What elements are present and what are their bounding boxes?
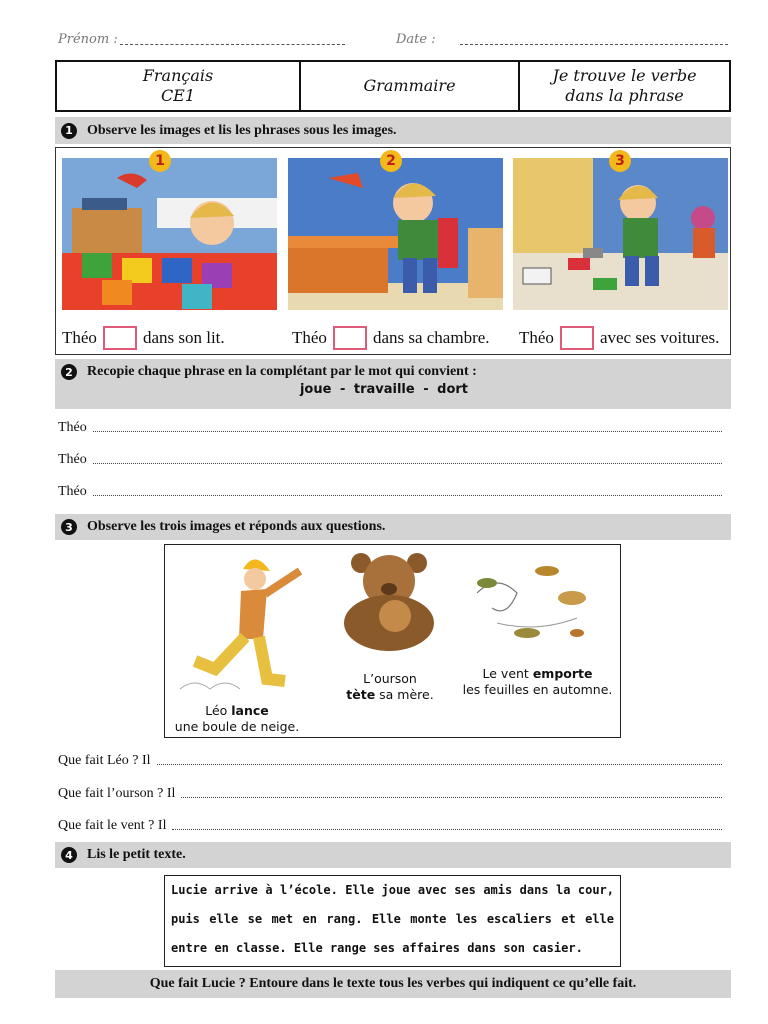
sentence-2-answer-box[interactable]	[333, 326, 367, 350]
sentence-2-end: dans sa chambre.	[372, 328, 490, 347]
header-table	[55, 60, 731, 112]
exercise-1-instruction	[55, 117, 731, 144]
answer-line-1[interactable]	[58, 418, 726, 436]
answer-line-3[interactable]	[58, 482, 726, 500]
date-field[interactable]	[460, 44, 728, 45]
exercise-4-final-instruction	[55, 970, 731, 998]
picture-1-badge: 1	[149, 150, 171, 172]
answer-line-3-field[interactable]	[93, 495, 722, 496]
exercise-2-text: Recopie chaque phrase en la complétant par le mot qui convient :	[87, 364, 477, 379]
exercise-3-number: 3	[61, 519, 77, 535]
question-vent[interactable]	[58, 816, 726, 834]
prenom-field[interactable]	[120, 44, 345, 45]
answer-line-1-label: Théo	[58, 420, 87, 435]
lesson-title-line1: Je trouve le verbe	[552, 66, 697, 85]
exercise-3-instruction	[55, 514, 731, 540]
ourson-caption-end: sa mère.	[375, 687, 434, 702]
question-vent-label: Que fait le vent ? Il	[58, 818, 167, 833]
reading-text-line-2: puis elle se met en rang. Elle monte les escaliers et elle	[171, 912, 614, 926]
question-ourson-label: Que fait l’ourson ? Il	[58, 786, 176, 801]
exercise-1-number: 1	[61, 123, 77, 139]
ourson-caption-subject: L’ourson	[363, 671, 417, 686]
wind-leaves-illustration	[457, 563, 607, 653]
reading-text-line-3: entre en classe. Elle range ses affaires dans son casier.	[171, 941, 583, 955]
reading-text	[164, 875, 621, 967]
level-label: CE1	[160, 86, 196, 105]
reading-text-line-1: Lucie arrive à l’école. Elle joue avec ses amis dans la cour,	[171, 883, 614, 897]
picture-3-badge: 3	[609, 150, 631, 172]
sentence-3-answer-box[interactable]	[560, 326, 594, 350]
sentence-3	[519, 326, 719, 350]
name-date-line	[58, 32, 738, 54]
vent-caption	[455, 666, 620, 698]
prenom-label: Prénom :	[58, 32, 118, 47]
leo-snowball-illustration	[175, 549, 305, 699]
picture-2-badge: 2	[380, 150, 402, 172]
question-ourson-field[interactable]	[181, 797, 722, 798]
vent-caption-subject: Le vent	[482, 666, 533, 681]
exercise-4-final-text: Que fait Lucie ? Entoure dans le texte tous les verbes qui indiquent ce qu’elle fait.	[149, 976, 637, 991]
bear-cub-illustration	[339, 551, 444, 651]
vent-caption-end: les feuilles en automne.	[462, 682, 613, 697]
sentence-1-end: dans son lit.	[142, 328, 225, 347]
answer-line-3-label: Théo	[58, 484, 87, 499]
question-leo[interactable]	[58, 751, 726, 769]
exercise-3-text: Observe les trois images et réponds aux questions.	[87, 519, 386, 534]
question-ourson[interactable]	[58, 784, 726, 802]
leo-caption-verb: lance	[231, 703, 269, 718]
leo-caption-subject: Léo	[205, 703, 232, 718]
sentence-1-answer-box[interactable]	[103, 326, 137, 350]
exercise-3-pictures	[164, 544, 621, 738]
date-label: Date :	[396, 32, 436, 47]
lesson-title-cell	[520, 62, 729, 110]
question-leo-field[interactable]	[157, 764, 722, 765]
answer-line-1-field[interactable]	[93, 431, 722, 432]
answer-line-2-field[interactable]	[93, 463, 722, 464]
exercise-4-text: Lis le petit texte.	[87, 847, 186, 862]
answer-line-2-label: Théo	[58, 452, 87, 467]
sentence-1	[62, 326, 225, 350]
exercise-4-instruction	[55, 842, 731, 868]
ourson-caption-verb: tète	[346, 687, 376, 702]
subject-label: Français	[142, 66, 214, 85]
picture-sleeping	[62, 158, 277, 310]
exercise-2-number: 2	[61, 364, 77, 380]
leo-caption	[167, 703, 307, 735]
exercise-1-pictures	[55, 147, 731, 355]
sentence-2	[292, 326, 490, 350]
sentence-1-subject: Théo	[62, 328, 97, 347]
exercise-1-text: Observe les images et lis les phrases sous les images.	[87, 122, 397, 138]
exercise-4-number: 4	[61, 847, 77, 863]
answer-line-2[interactable]	[58, 450, 726, 468]
ourson-caption	[330, 671, 450, 703]
working-boy-illustration	[288, 158, 503, 310]
word-choices: joue - travaille - dort	[299, 382, 469, 397]
sleeping-boy-illustration	[62, 158, 277, 310]
sentence-3-end: avec ses voitures.	[599, 328, 720, 347]
subject-cell	[57, 62, 301, 110]
lesson-title-line2: dans la phrase	[565, 86, 684, 105]
sentence-3-subject: Théo	[519, 328, 554, 347]
question-vent-field[interactable]	[172, 829, 722, 830]
domain-cell: Grammaire	[301, 62, 520, 110]
picture-playing	[513, 158, 728, 310]
sentence-2-subject: Théo	[292, 328, 327, 347]
vent-caption-verb: emporte	[532, 666, 593, 681]
leo-caption-end: une boule de neige.	[174, 719, 300, 734]
picture-working	[288, 158, 503, 310]
playing-boy-illustration	[513, 158, 728, 310]
question-leo-label: Que fait Léo ? Il	[58, 753, 151, 768]
